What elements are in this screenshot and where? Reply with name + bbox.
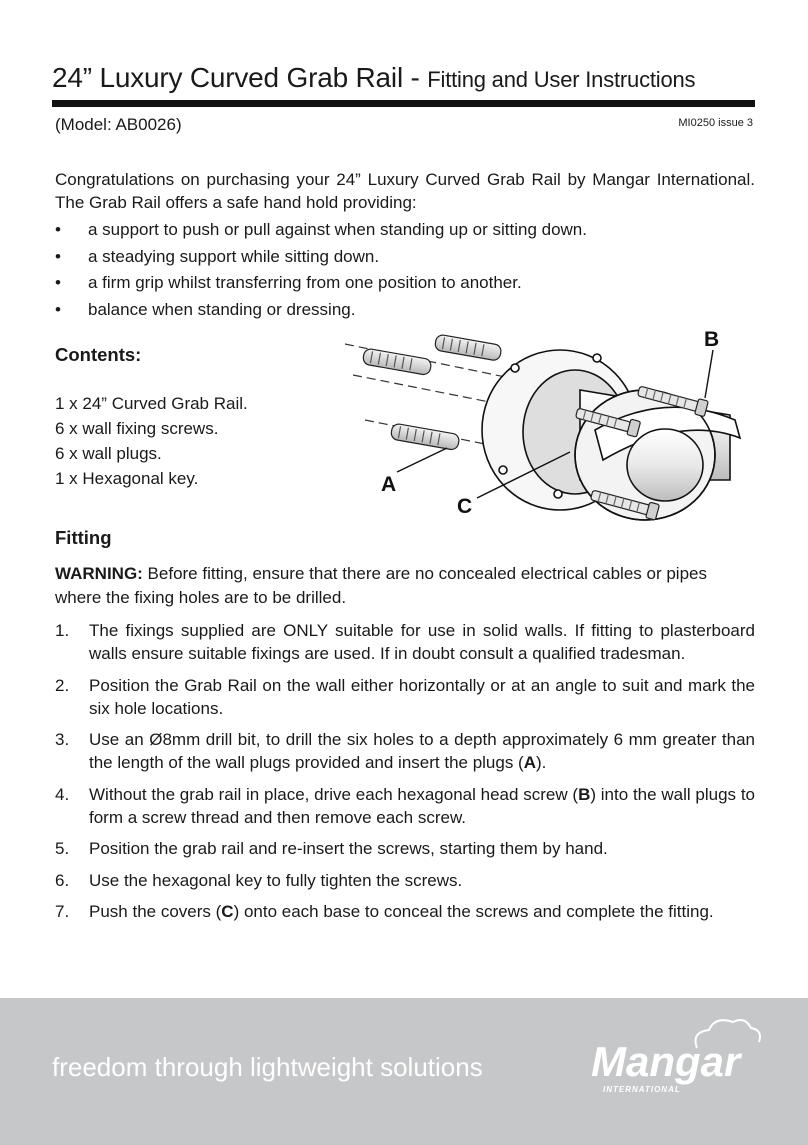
fitting-steps — [55, 619, 755, 932]
list-item: 1 x 24” Curved Grab Rail. — [55, 394, 248, 413]
title-rule — [52, 100, 755, 107]
warning-paragraph — [55, 562, 755, 610]
bullet-icon: • — [55, 246, 61, 266]
issue-number: MI0250 issue 3 — [678, 117, 753, 129]
tagline: freedom through lightweight solutions — [52, 1052, 483, 1082]
label-a: A — [381, 473, 397, 496]
list-item: 1 x Hexagonal key. — [55, 469, 199, 488]
mangar-logo — [585, 1018, 765, 1098]
list-item: • a support to push or pull against when standing up or sitting down. — [55, 217, 755, 244]
warning-label: WARNING: — [55, 564, 143, 583]
list-item: • a firm grip whilst transferring from one position to another. — [55, 270, 755, 297]
warning-text: Before fitting, ensure that there are no concealed electrical cables or pipes where the fixing holes are to be drilled. — [55, 564, 707, 607]
label-c: C — [457, 495, 473, 518]
bullet-icon: • — [55, 220, 61, 239]
intro-paragraph: Congratulations on purchasing your 24” Luxury Curved Grab Rail by Mangar International. The Grab Rail offers a safe hand hold providing: — [55, 170, 755, 212]
list-item: • balance when standing or dressing. — [55, 297, 755, 324]
benefits-list — [55, 217, 755, 323]
title-sub: Fitting and User Instructions — [427, 67, 696, 92]
bullet-icon: • — [55, 299, 61, 319]
bullet-icon: • — [55, 273, 61, 292]
wall-plug-icon — [362, 334, 502, 451]
list-item: 3. Use an Ø8mm drill bit, to drill the six holes to a depth approximately 6 mm greater than the length of the wall plugs provided and insert the plugs (A). — [55, 730, 755, 772]
list-item: 6 x wall plugs. — [55, 444, 162, 463]
fitting-heading: Fitting — [55, 527, 112, 548]
list-item: • a steadying support while sitting down. — [55, 244, 755, 271]
list-item: 1. The fixings supplied are ONLY suitable for use in solid walls. If fitting to plasterboard walls ensure suitable fixings are used. If in doubt consult a qualified tradesman. — [55, 621, 755, 663]
footer-band — [0, 998, 808, 1145]
contents-list — [55, 391, 248, 491]
contents-heading: Contents: — [55, 344, 142, 365]
page-title — [52, 62, 695, 94]
list-item: 7. Push the covers (C) onto each base to conceal the screws and complete the fitting. — [55, 902, 714, 921]
title-main: 24” Luxury Curved Grab Rail - — [52, 62, 428, 93]
list-item: 4. Without the grab rail in place, drive each hexagonal head screw (B) into the wall plugs to form a screw thread and then remove each screw. — [55, 784, 755, 827]
list-item: 6 x wall fixing screws. — [55, 419, 219, 438]
list-item: 6. Use the hexagonal key to fully tighten the screws. — [55, 870, 463, 890]
logo-sub: INTERNATIONAL — [603, 1085, 681, 1094]
list-item: 2. Position the Grab Rail on the wall either horizontally or at an angle to suit and mark the six hole locations. — [55, 675, 755, 718]
logo-word: Mangar — [591, 1038, 741, 1085]
grab-rail-diagram — [335, 320, 760, 530]
model-number: (Model: AB0026) — [55, 115, 182, 134]
list-item: 5. Position the grab rail and re-insert the screws, starting them by hand. — [55, 839, 608, 858]
label-b: B — [704, 328, 720, 351]
